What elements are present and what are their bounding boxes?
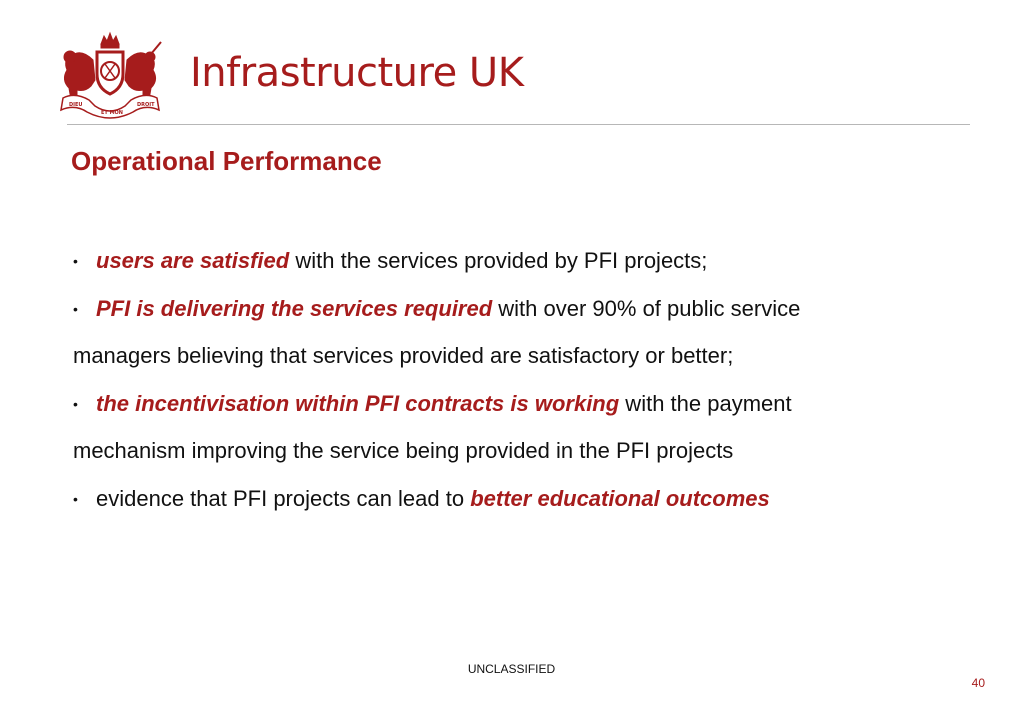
page-number: 40 [971,676,985,690]
list-item [73,285,973,333]
motto-left-text: DIEU [69,102,83,108]
bullet-icon: • [73,300,78,317]
bullet-text: with the services provided by PFI projects; [289,248,708,273]
slide-title: Operational Performance [71,146,382,176]
motto-center-text: ET MON [101,110,123,116]
bullet-emphasis: better educational outcomes [470,485,770,511]
header-divider [67,124,970,125]
list-item-continuation: managers believing that services provided are satisfactory or better; [73,343,734,369]
bullet-icon: • [73,490,78,507]
bullet-icon: • [73,395,78,412]
motto-right-text: DROIT [137,102,155,108]
bullet-emphasis: the incentivisation within PFI contracts is working [96,390,620,416]
bullet-icon: • [73,253,78,269]
bullet-text: with the payment [619,390,792,416]
bullet-emphasis: PFI is delivering the services required [96,295,493,321]
organization-name: Infrastructure UK [190,50,524,96]
list-item [73,475,973,523]
list-item [73,380,973,428]
classification-label: UNCLASSIFIED [467,662,556,676]
list-item [73,237,973,285]
royal-coat-of-arms-icon [55,30,165,122]
list-item-continuation: mechanism improving the service being provided in the PFI projects [73,438,734,464]
bullet-list [73,237,973,523]
bullet-emphasis: users are satisfied [96,248,290,273]
bullet-text: evidence that PFI projects can lead to [96,485,471,511]
bullet-text: with over 90% of public service [492,295,801,321]
